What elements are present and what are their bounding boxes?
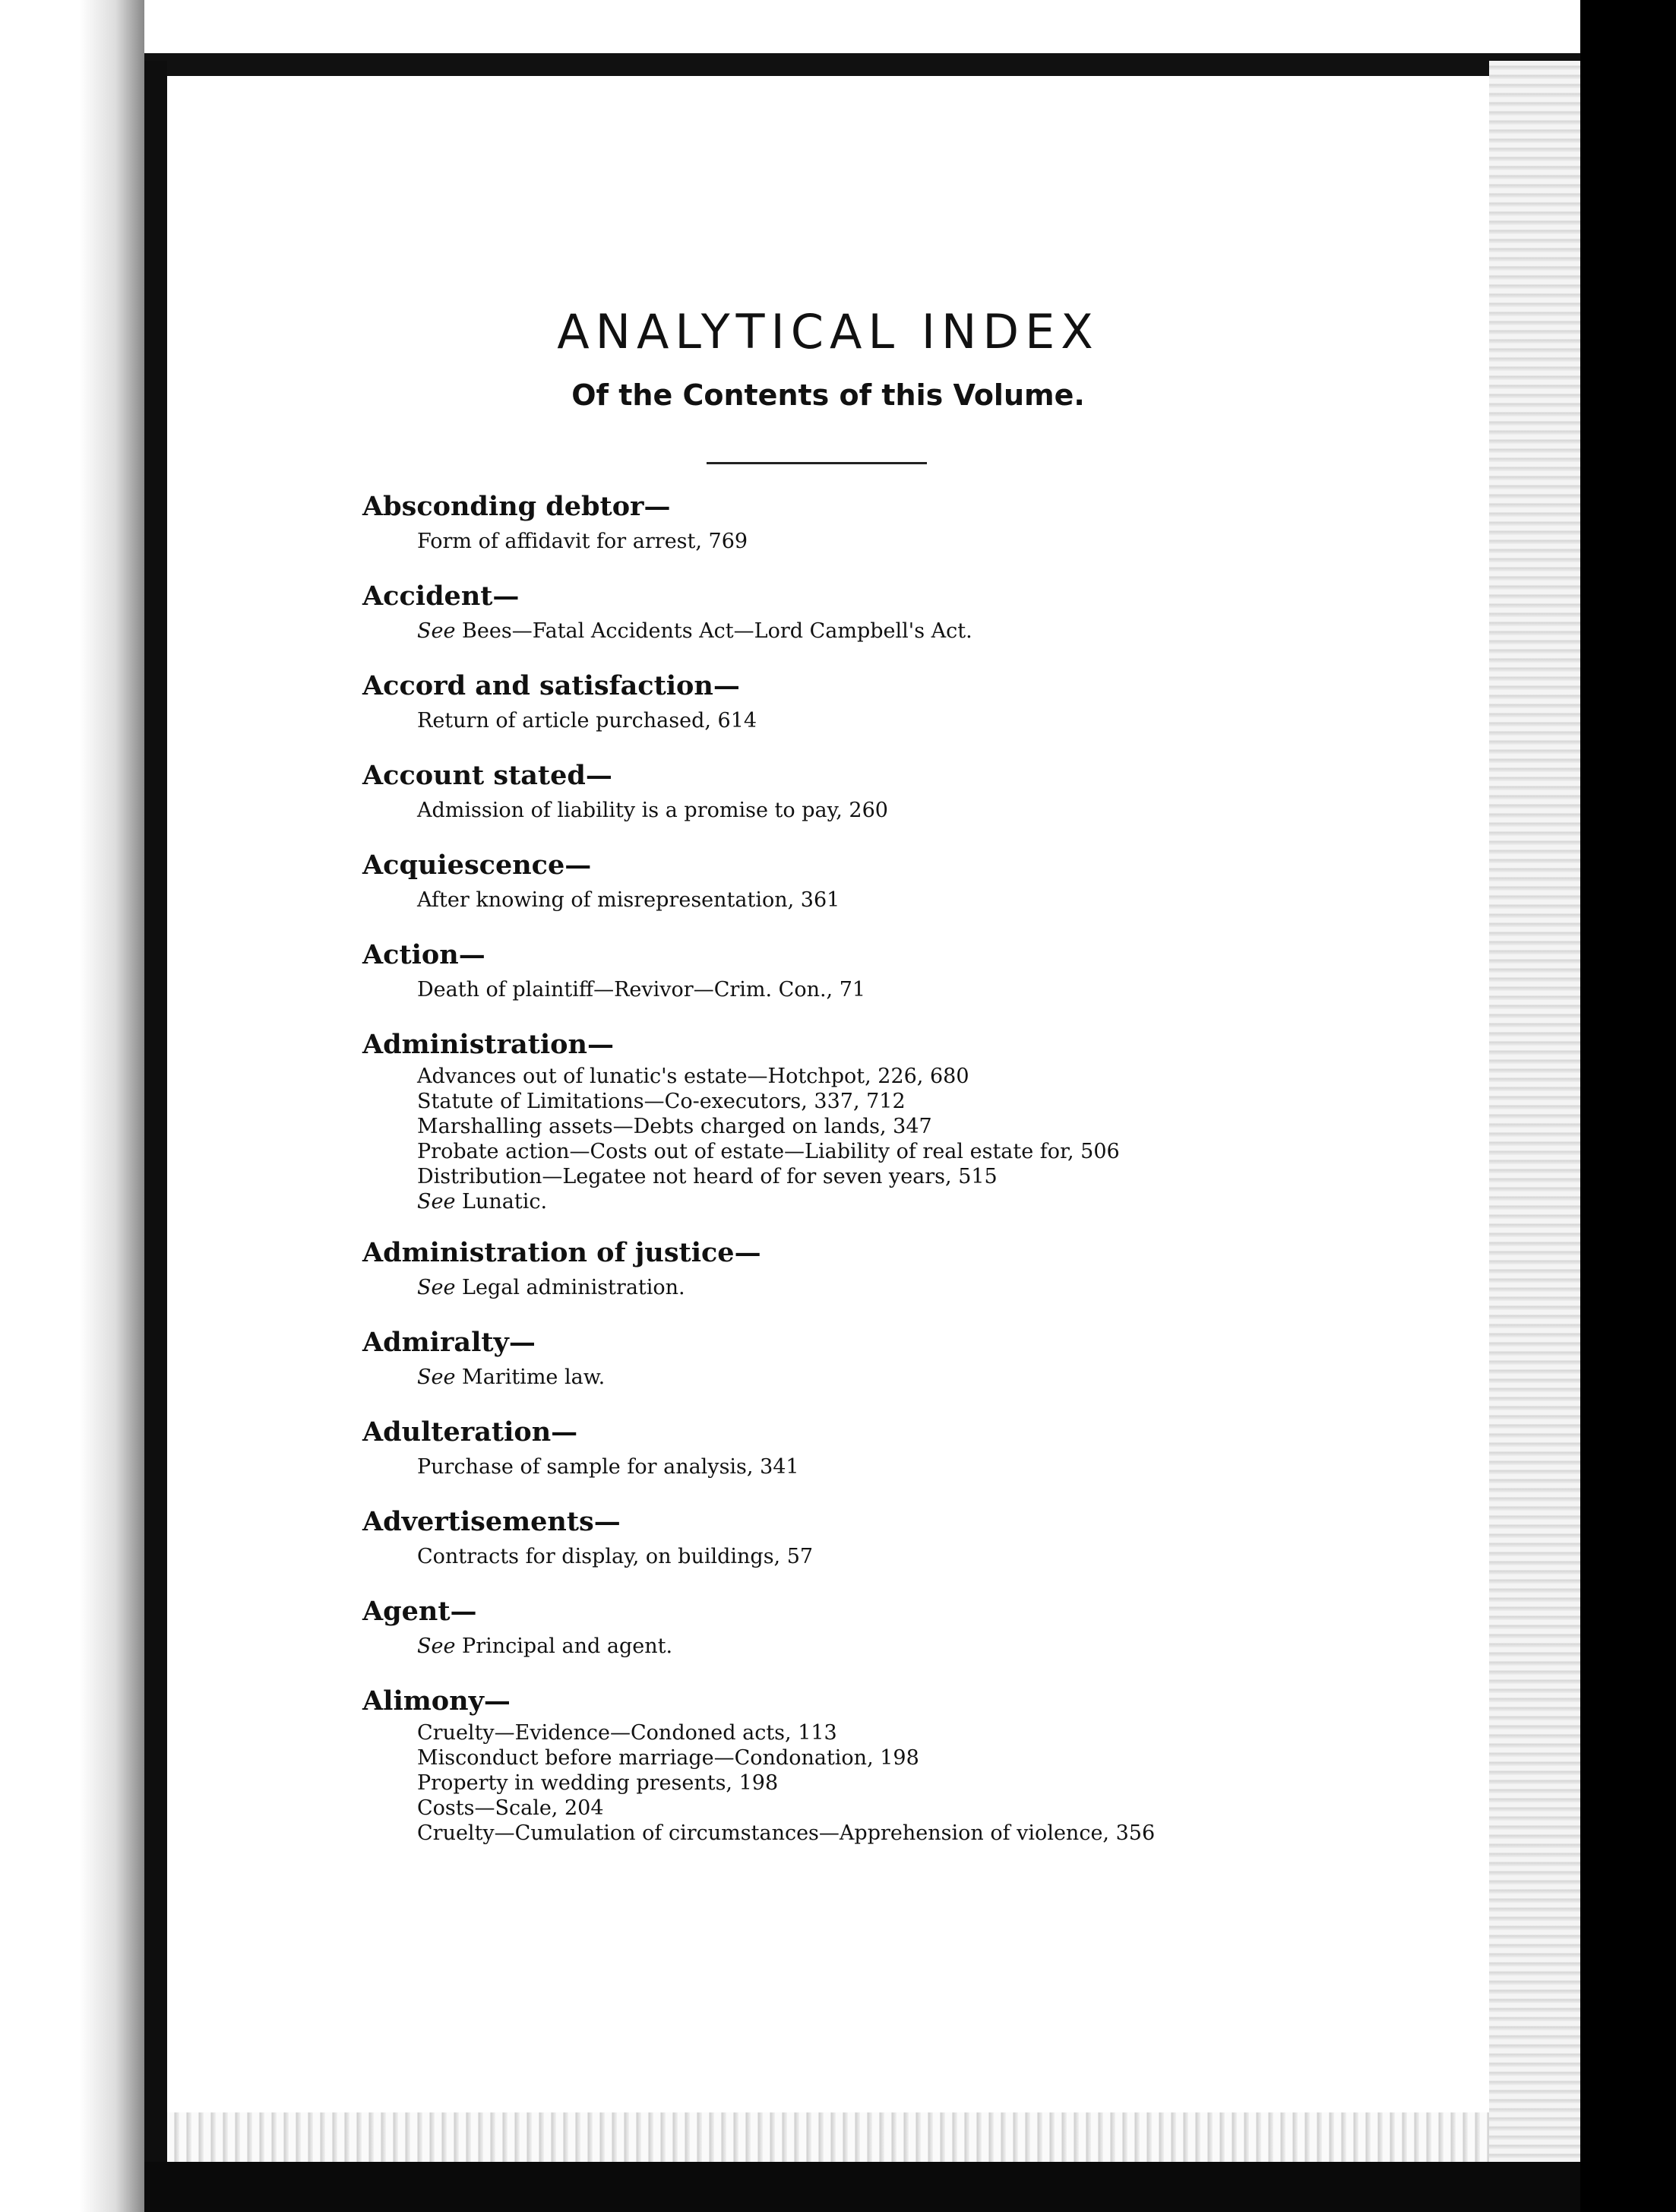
index-heading: Administration— [362, 1029, 614, 1060]
index-subentry [417, 1064, 1472, 1089]
index-subentry [417, 1451, 1472, 1483]
see-reference-label: See [417, 1365, 456, 1389]
page-subtitle: Of the Contents of this Volume. [571, 378, 1085, 412]
index-subentries [362, 1451, 1472, 1483]
index-subentries [362, 974, 1472, 1006]
index-heading: Agent— [362, 1596, 477, 1627]
index-entry [362, 667, 1472, 737]
subentry-text: Marshalling assets—Debts charged on lands, 347 [417, 1115, 932, 1138]
index-subentry [417, 1631, 1472, 1663]
index-entry [362, 488, 1472, 558]
index-subentry [417, 1139, 1472, 1164]
index-entry [362, 936, 1472, 1006]
index-subentries [362, 615, 1472, 647]
index-subentry [417, 1745, 1472, 1771]
scan-bottom-border [144, 2162, 1580, 2212]
index-subentries [362, 1541, 1472, 1573]
index-subentries [362, 1362, 1472, 1394]
subentry-text: Return of article purchased, 614 [417, 709, 757, 733]
scan-right-border [1580, 0, 1676, 2212]
subentry-text: Legal administration. [455, 1276, 685, 1299]
subentry-text: Admission of liability is a promise to pay, 260 [417, 799, 888, 822]
see-reference-label: See [417, 1634, 456, 1658]
subentry-text: After knowing of misrepresentation, 361 [417, 888, 840, 912]
index-subentry [417, 1189, 1472, 1214]
subentry-text: Death of plaintiff—Revivor—Crim. Con., 71 [417, 978, 866, 1002]
subentry-text: Contracts for display, on buildings, 57 [417, 1545, 814, 1568]
subentry-text: Cruelty—Cumulation of circumstances—Apprehension of violence, 356 [417, 1821, 1156, 1845]
index-heading: Administration of justice— [362, 1237, 761, 1268]
title-rule [707, 462, 927, 464]
index-subentry [417, 526, 1472, 558]
index-entry [362, 1234, 1472, 1304]
subentry-text: Purchase of sample for analysis, 341 [417, 1455, 799, 1479]
see-reference-label: See [417, 619, 456, 643]
scan-left-border [144, 61, 167, 2181]
index-heading: Account stated— [362, 760, 612, 791]
subentry-text: Cruelty—Evidence—Condoned acts, 113 [417, 1721, 837, 1745]
index-entry [362, 1026, 1472, 1214]
index-subentry [417, 705, 1472, 737]
index-heading: Admiralty— [362, 1327, 536, 1358]
index-entries [362, 488, 1472, 1865]
scan-right-edge [1489, 61, 1580, 2166]
index-heading: Absconding debtor— [362, 491, 671, 522]
index-entry [362, 578, 1472, 647]
page-title: ANALYTICAL INDEX [557, 304, 1099, 359]
scan-top-border [144, 53, 1580, 76]
index-subentries [362, 1631, 1472, 1663]
index-heading: Accident— [362, 581, 520, 612]
index-heading: Acquiescence— [362, 850, 592, 881]
index-subentries [362, 1272, 1472, 1304]
index-entry [362, 847, 1472, 916]
index-subentry [417, 1796, 1472, 1821]
index-subentry [417, 1089, 1472, 1114]
subentry-text: Form of affidavit for arrest, 769 [417, 530, 748, 553]
index-entry [362, 1503, 1472, 1573]
index-subentry [417, 974, 1472, 1006]
index-heading: Adulteration— [362, 1416, 578, 1448]
index-heading: Action— [362, 939, 485, 970]
subentry-text: Distribution—Legatee not heard of for seven years, 515 [417, 1165, 998, 1188]
index-subentry [417, 1541, 1472, 1573]
index-subentry [417, 1362, 1472, 1394]
index-entry [362, 757, 1472, 827]
see-reference-label: See [417, 1276, 456, 1299]
subentry-text: Principal and agent. [455, 1634, 673, 1658]
see-reference-label: See [417, 1190, 456, 1214]
subentry-text: Bees—Fatal Accidents Act—Lord Campbell's Act. [455, 619, 972, 643]
index-subentry [417, 615, 1472, 647]
index-subentries [362, 1720, 1472, 1846]
subentry-text: Lunatic. [455, 1190, 548, 1214]
index-subentries [362, 705, 1472, 737]
index-subentry [417, 1821, 1472, 1846]
index-subentries [362, 526, 1472, 558]
scan-left-margin [0, 0, 144, 2212]
index-subentries [362, 884, 1472, 916]
index-subentries [362, 1064, 1472, 1214]
index-entry [362, 1324, 1472, 1394]
index-heading: Accord and satisfaction— [362, 670, 740, 701]
scan-bottom-edge [167, 2112, 1489, 2162]
document-page [167, 76, 1489, 2112]
index-heading: Advertisements— [362, 1506, 621, 1537]
subentry-text: Advances out of lunatic's estate—Hotchpot, 226, 680 [417, 1065, 969, 1088]
index-subentry [417, 795, 1472, 827]
index-heading: Alimony— [362, 1685, 511, 1717]
subentry-text: Property in wedding presents, 198 [417, 1771, 779, 1795]
index-subentry [417, 1771, 1472, 1796]
index-subentry [417, 1164, 1472, 1189]
subentry-text: Maritime law. [455, 1365, 606, 1389]
index-subentry [417, 1114, 1472, 1139]
index-entry [362, 1682, 1472, 1846]
subentry-text: Misconduct before marriage—Condonation, 198 [417, 1746, 919, 1770]
subentry-text: Probate action—Costs out of estate—Liability of real estate for, 506 [417, 1140, 1120, 1163]
subentry-text: Statute of Limitations—Co-executors, 337, 712 [417, 1090, 906, 1113]
index-subentry [417, 1720, 1472, 1745]
subentry-text: Costs—Scale, 204 [417, 1796, 604, 1820]
index-entry [362, 1593, 1472, 1663]
index-subentry [417, 884, 1472, 916]
index-subentries [362, 795, 1472, 827]
index-entry [362, 1413, 1472, 1483]
index-subentry [417, 1272, 1472, 1304]
